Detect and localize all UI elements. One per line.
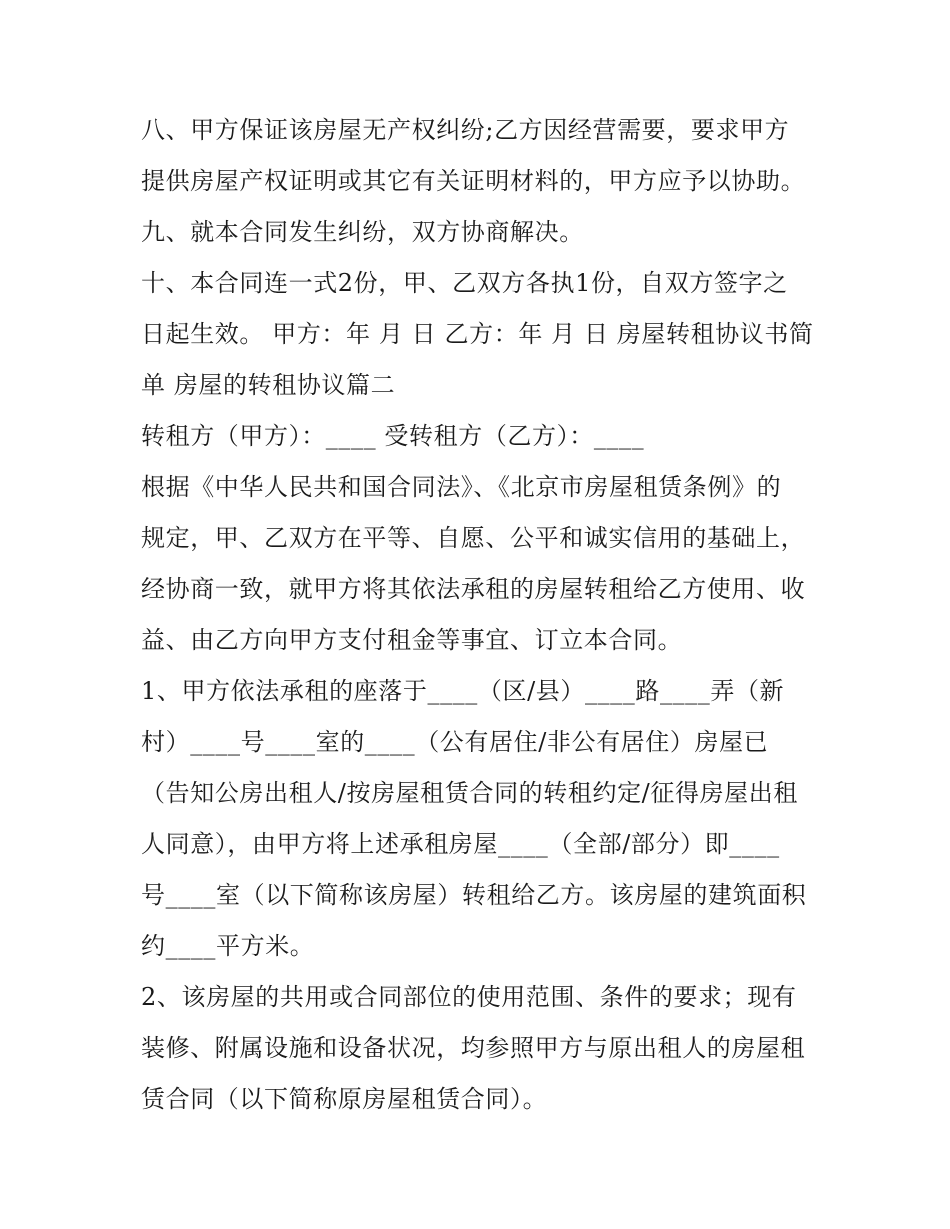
text-line: 提供房屋产权证明或其它有关证明材料的，甲方应予以协助。 — [141, 167, 806, 195]
text-line: 经协商一致，就甲方将其依法承租的房屋转租给乙方使用、收 — [141, 575, 806, 603]
text-line: 日起生效。 甲方：年 月 日 乙方：年 月 日 房屋转租协议书简 — [141, 320, 814, 348]
text-line: 规定，甲、乙双方在平等、自愿、公平和诚实信用的基础上， — [141, 524, 806, 552]
text-line: 转租方（甲方）：____ 受转租方（乙方）：____ — [141, 422, 645, 450]
text-line: 装修、附属设施和设备状况，均参照甲方与原出租人的房屋租 — [141, 1034, 806, 1062]
text-line: 九、就本合同发生纠纷，双方协商解决。 — [141, 218, 584, 246]
text-line: 八、甲方保证该房屋无产权纠纷;乙方因经营需要，要求甲方 — [141, 116, 790, 144]
text-line: 2、该房屋的共用或合同部位的使用范围、条件的要求；现有 — [141, 983, 797, 1011]
text-line: 号____室（以下简称该房屋）转租给乙方。该房屋的建筑面积 — [141, 881, 807, 909]
text-line: 赁合同（以下简称原房屋租赁合同）。 — [141, 1085, 548, 1113]
text-line: 1、甲方依法承租的座落于____（区/县）____路____弄（新 — [141, 677, 785, 705]
text-line: 村）____号____室的____（公有居住/非公有居住）房屋已 — [141, 728, 769, 756]
text-line: 根据《中华人民共和国合同法》、《北京市房屋租赁条例》的 — [141, 473, 782, 501]
text-line: 益、由乙方向甲方支付租金等事宜、订立本合同。 — [141, 626, 683, 654]
text-line: 约____平方米。 — [141, 932, 315, 960]
text-line: 人同意），由甲方将上述承租房屋____（全部/部分）即____ — [141, 830, 780, 858]
text-line: （告知公房出租人/按房屋租赁合同的转租约定/征得房屋出租 — [141, 779, 798, 807]
contract-text — [141, 105, 821, 1125]
text-line: 十、本合同连一式2份，甲、乙双方各执1份，自双方签字之 — [141, 269, 788, 297]
text-line: 单 房屋的转租协议篇二 — [141, 371, 396, 399]
